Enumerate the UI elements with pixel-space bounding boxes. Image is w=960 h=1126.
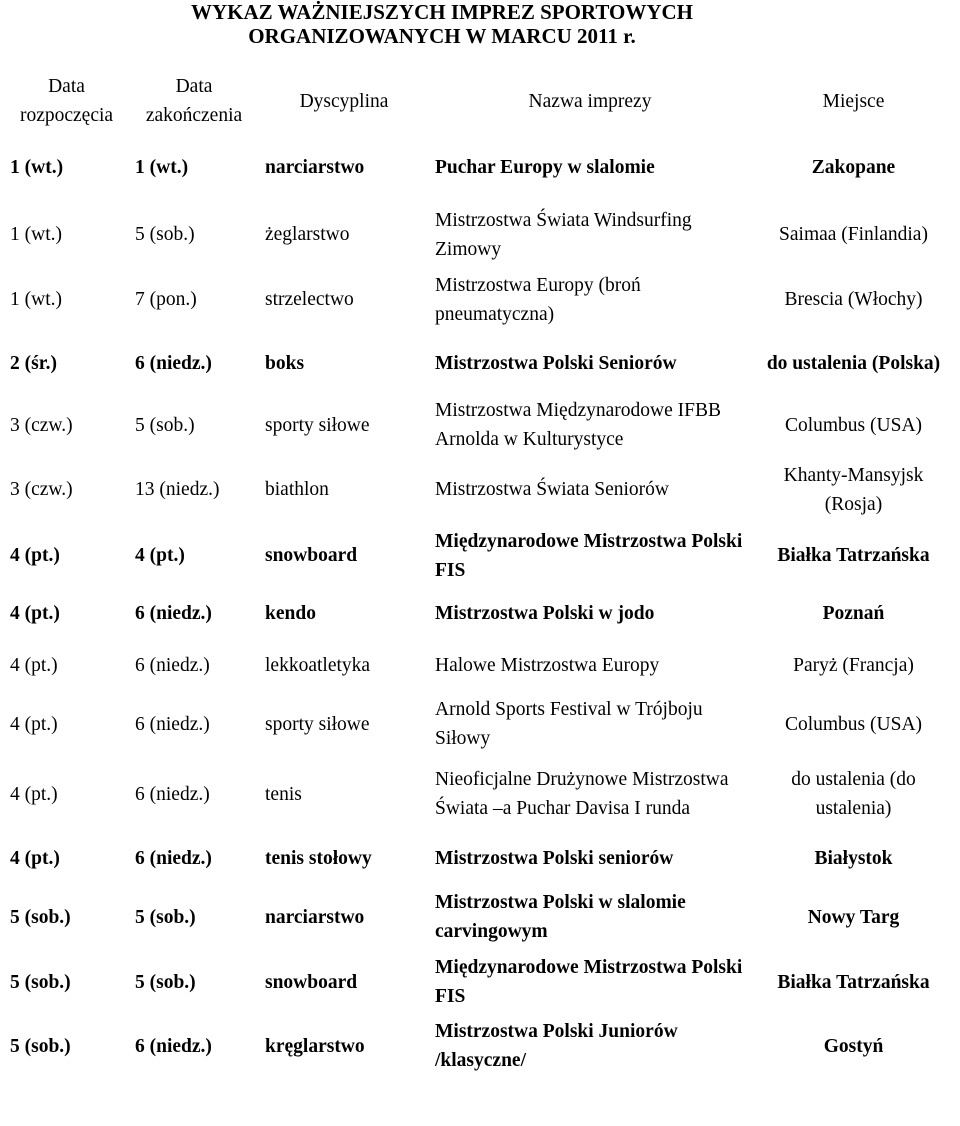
cell-place: Poznań — [822, 602, 885, 624]
cell-start-date: 4 (pt.) — [10, 783, 58, 805]
cell-discipline: biathlon — [265, 479, 329, 500]
cell-discipline: snowboard — [265, 971, 358, 993]
cell-start-date: 4 (pt.) — [10, 847, 60, 869]
header-event-name: Nazwa imprezy — [528, 90, 652, 112]
cell-event-name: Mistrzostwa Świata Windsurfing Zimowy — [435, 209, 692, 260]
cell-event-name: Międzynarodowe Mistrzostwa Polski FIS — [435, 957, 743, 1007]
cell-start-date: 1 (wt.) — [10, 156, 64, 178]
table-row — [4, 755, 956, 833]
cell-discipline: żeglarstwo — [265, 224, 350, 245]
cell-start-date: 4 (pt.) — [10, 713, 58, 735]
header-discipline: Dyscyplina — [299, 90, 389, 112]
title-line-1: WYKAZ WAŻNIEJSZYCH IMPREZ SPORTOWYCH — [191, 0, 693, 24]
cell-end-date: 5 (sob.) — [135, 971, 196, 993]
cell-discipline: tenis — [265, 783, 302, 805]
cell-place: Nowy Targ — [807, 906, 900, 928]
cell-end-date: 1 (wt.) — [135, 156, 189, 178]
cell-end-date: 6 (niedz.) — [135, 655, 210, 676]
cell-end-date: 6 (niedz.) — [135, 352, 212, 374]
cell-start-date: 4 (pt.) — [10, 655, 58, 676]
cell-place: Columbus (USA) — [784, 414, 923, 436]
cell-discipline: narciarstwo — [265, 156, 365, 178]
cell-event-name: Puchar Europy w slalomie — [435, 156, 655, 178]
title-line-2: ORGANIZOWANYCH W MARCU 2011 r. — [248, 24, 636, 48]
cell-event-name: Mistrzostwa Polski seniorów — [435, 847, 674, 869]
cell-end-date: 13 (niedz.) — [135, 479, 220, 500]
table-row — [4, 638, 956, 693]
cell-start-date: 5 (sob.) — [10, 971, 71, 993]
cell-event-name: Nieoficjalne Drużynowe Mistrzostwa Świata –a Puchar Davisa I runda — [435, 769, 729, 819]
cell-discipline: snowboard — [265, 545, 358, 566]
cell-end-date: 7 (pon.) — [135, 289, 197, 310]
table-row — [4, 833, 956, 883]
table-row — [4, 523, 956, 588]
cell-end-date: 5 (sob.) — [135, 906, 196, 928]
cell-end-date: 6 (niedz.) — [135, 1035, 212, 1057]
cell-place: do ustalenia (do ustalenia) — [791, 769, 916, 819]
cell-start-date: 5 (sob.) — [10, 1035, 71, 1057]
cell-start-date: 1 (wt.) — [10, 224, 62, 245]
cell-discipline: sporty siłowe — [265, 713, 370, 735]
table-row — [4, 267, 956, 332]
cell-start-date: 1 (wt.) — [10, 289, 62, 310]
cell-place: Saimaa (Finlandia) — [779, 224, 928, 245]
document-title — [0, 0, 960, 48]
table-row — [4, 693, 956, 755]
cell-end-date: 6 (niedz.) — [135, 783, 210, 805]
cell-start-date: 4 (pt.) — [10, 545, 60, 566]
table-row — [4, 202, 956, 267]
cell-event-name: Międzynarodowe Mistrzostwa Polski FIS — [435, 530, 743, 581]
cell-discipline: kendo — [265, 602, 316, 624]
header-place: Miejsce — [822, 90, 885, 112]
cell-end-date: 6 (niedz.) — [135, 713, 210, 735]
table-row — [4, 332, 956, 394]
header-end-date: Data zakończenia — [145, 76, 243, 126]
cell-discipline: lekkoatletyka — [265, 655, 371, 676]
table-row — [4, 456, 956, 523]
events-table — [4, 70, 956, 1079]
cell-place: Zakopane — [811, 156, 896, 178]
header-row — [4, 70, 956, 132]
cell-place: Khanty-Mansyjsk (Rosja) — [783, 464, 924, 515]
table-row — [4, 394, 956, 456]
cell-start-date: 4 (pt.) — [10, 602, 60, 624]
cell-discipline: kręglarstwo — [265, 1035, 365, 1057]
cell-event-name: Mistrzostwa Polski w slalomie carvingowym — [435, 892, 686, 942]
cell-place: Białka Tatrzańska — [777, 971, 930, 993]
cell-event-name: Mistrzostwa Międzynarodowe IFBB Arnolda w Kulturystyce — [435, 400, 721, 450]
table-row — [4, 132, 956, 202]
cell-event-name: Mistrzostwa Europy (broń pneumatyczna) — [435, 274, 641, 325]
cell-start-date: 2 (śr.) — [10, 352, 57, 374]
cell-event-name: Arnold Sports Festival w Trójboju Siłowy — [435, 699, 703, 749]
cell-place: Białystok — [814, 847, 893, 869]
cell-place: Gostyń — [823, 1035, 884, 1057]
cell-discipline: sporty siłowe — [265, 414, 370, 436]
cell-event-name: Mistrzostwa Świata Seniorów — [435, 479, 669, 500]
cell-place: Brescia (Włochy) — [784, 289, 923, 310]
cell-event-name: Mistrzostwa Polski w jodo — [435, 602, 655, 624]
cell-start-date: 3 (czw.) — [10, 414, 73, 436]
header-start-date: Data rozpoczęcia — [19, 76, 114, 126]
cell-start-date: 5 (sob.) — [10, 906, 71, 928]
cell-end-date: 5 (sob.) — [135, 414, 195, 436]
cell-place: do ustalenia (Polska) — [766, 352, 941, 374]
cell-start-date: 3 (czw.) — [10, 479, 73, 500]
cell-discipline: narciarstwo — [265, 906, 365, 928]
table-row — [4, 588, 956, 638]
cell-discipline: tenis stołowy — [265, 847, 372, 869]
cell-event-name: Halowe Mistrzostwa Europy — [435, 655, 660, 676]
cell-event-name: Mistrzostwa Polski Juniorów /klasyczne/ — [435, 1021, 678, 1071]
cell-place: Paryż (Francja) — [793, 655, 914, 676]
table-row — [4, 951, 956, 1013]
table-row — [4, 1013, 956, 1079]
table-row — [4, 883, 956, 951]
cell-place: Białka Tatrzańska — [777, 545, 930, 566]
cell-discipline: strzelectwo — [265, 289, 354, 310]
cell-discipline: boks — [265, 352, 305, 374]
cell-end-date: 6 (niedz.) — [135, 847, 212, 869]
cell-end-date: 4 (pt.) — [135, 545, 185, 566]
cell-end-date: 5 (sob.) — [135, 224, 195, 245]
cell-end-date: 6 (niedz.) — [135, 602, 212, 624]
cell-event-name: Mistrzostwa Polski Seniorów — [435, 352, 677, 374]
cell-place: Columbus (USA) — [784, 713, 923, 735]
